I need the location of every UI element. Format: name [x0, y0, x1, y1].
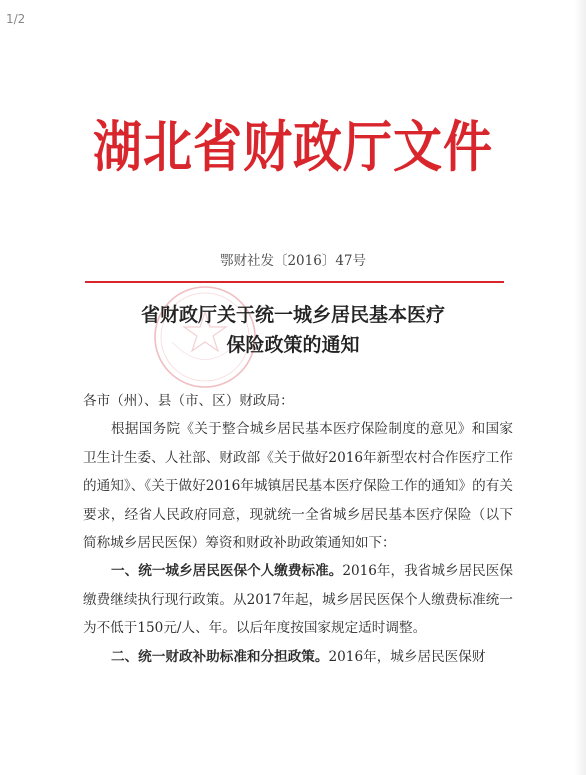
- section-2-body: 2016年，城乡居民医保财: [328, 648, 486, 665]
- section-1-body: 2016年，我省城乡居民医保缴费继续执行现行政策。从2017年起，城乡居民医保个人缴费标准统一为不低于150元/人、年。以后年度按国家规定适时调整。: [83, 563, 513, 637]
- section-1-heading: 一、统一城乡居民医保个人缴费标准。: [111, 563, 343, 580]
- paragraph-1: 根据国务院《关于整合城乡居民基本医疗保险制度的意见》和国家卫生计生委、人社部、财政部《关于做好2016年新型农村合作医疗工作的通知》、《关于做好2016年城镇居民基本医疗保险工作的通知》的有关要求，经省人民政府同意，现就统一全省城乡居民基本医疗保险（以下简称城乡居民医保）筹资和财政补助政策通知如下：: [83, 421, 513, 552]
- section-1: [83, 557, 513, 642]
- document-number: 鄂财社发〔2016〕47号: [219, 253, 367, 269]
- document-masthead: 湖北省财政厅文件: [92, 115, 493, 180]
- section-2-heading: 二、统一财政补助标准和分担政策。: [111, 648, 329, 665]
- section-2: [83, 643, 513, 671]
- document-title: [0, 300, 586, 360]
- salutation: 各市（州）、县（市、区）财政局：: [83, 393, 294, 409]
- title-line-2: 保险政策的通知: [226, 334, 360, 356]
- red-divider-line: [85, 281, 504, 283]
- document-body: [83, 387, 513, 671]
- title-line-1: 省财政厅关于统一城乡居民基本医疗: [140, 304, 445, 326]
- page-counter: 1/2: [6, 12, 26, 26]
